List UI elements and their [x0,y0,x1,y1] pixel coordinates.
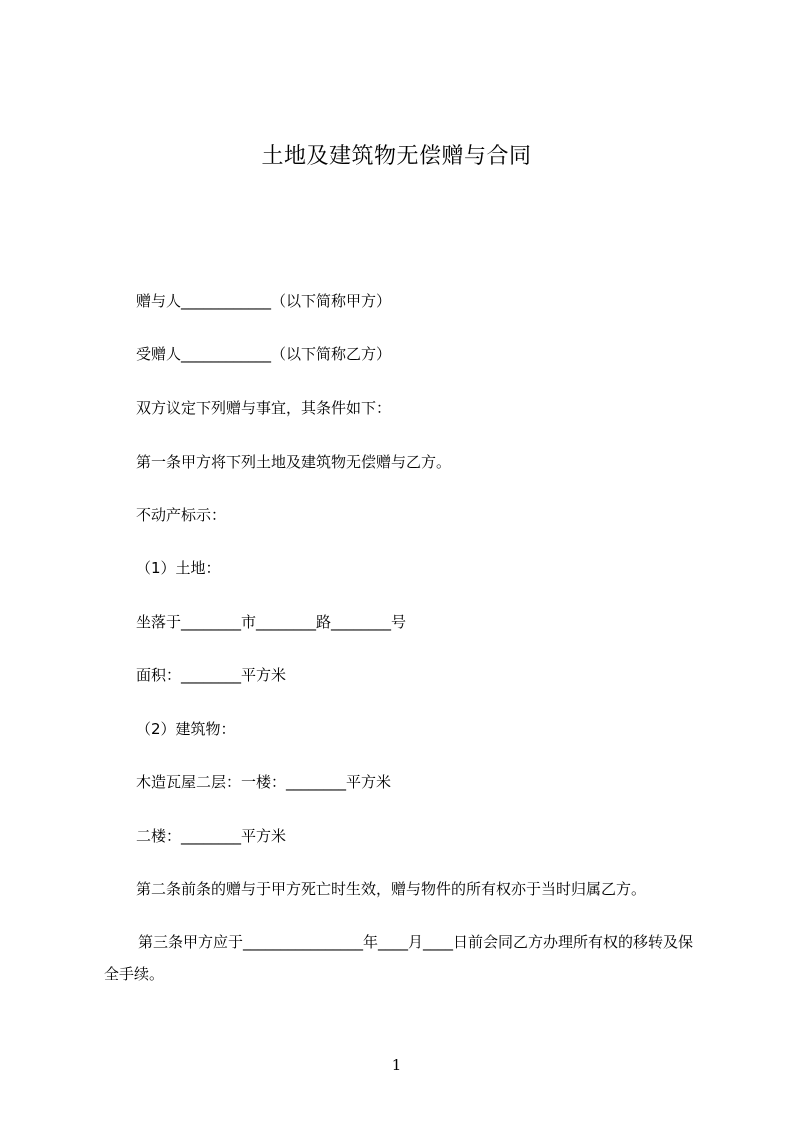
land-location: 坐落于________市________路________号 [136,613,407,631]
land-area: 面积：________平方米 [136,666,287,684]
property-label: 不动产标示： [136,506,227,524]
building-second-floor: 二楼：________平方米 [136,827,287,845]
document-title: 土地及建筑物无偿赠与合同 [261,144,532,169]
agreement-intro: 双方议定下列赠与事宜，其条件如下： [136,399,392,417]
building-heading: （2）建筑物： [136,720,236,738]
land-heading: （1）土地： [136,559,221,577]
building-first-floor: 木造瓦屋二层：一楼：________平方米 [136,773,392,791]
page-number: 1 [391,1056,402,1074]
article-one: 第一条甲方将下列土地及建筑物无偿赠与乙方。 [136,453,452,471]
article-two: 第二条前条的赠与于甲方死亡时生效，赠与物件的所有权亦于当时归属乙方。 [136,880,647,898]
article-three: 第三条甲方应于________________年____月____日前会同乙方办理所有权的移转及保全手续。 [104,933,694,983]
donor-line: 赠与人____________（以下简称甲方） [136,292,392,310]
recipient-line: 受赠人____________（以下简称乙方） [136,345,392,363]
